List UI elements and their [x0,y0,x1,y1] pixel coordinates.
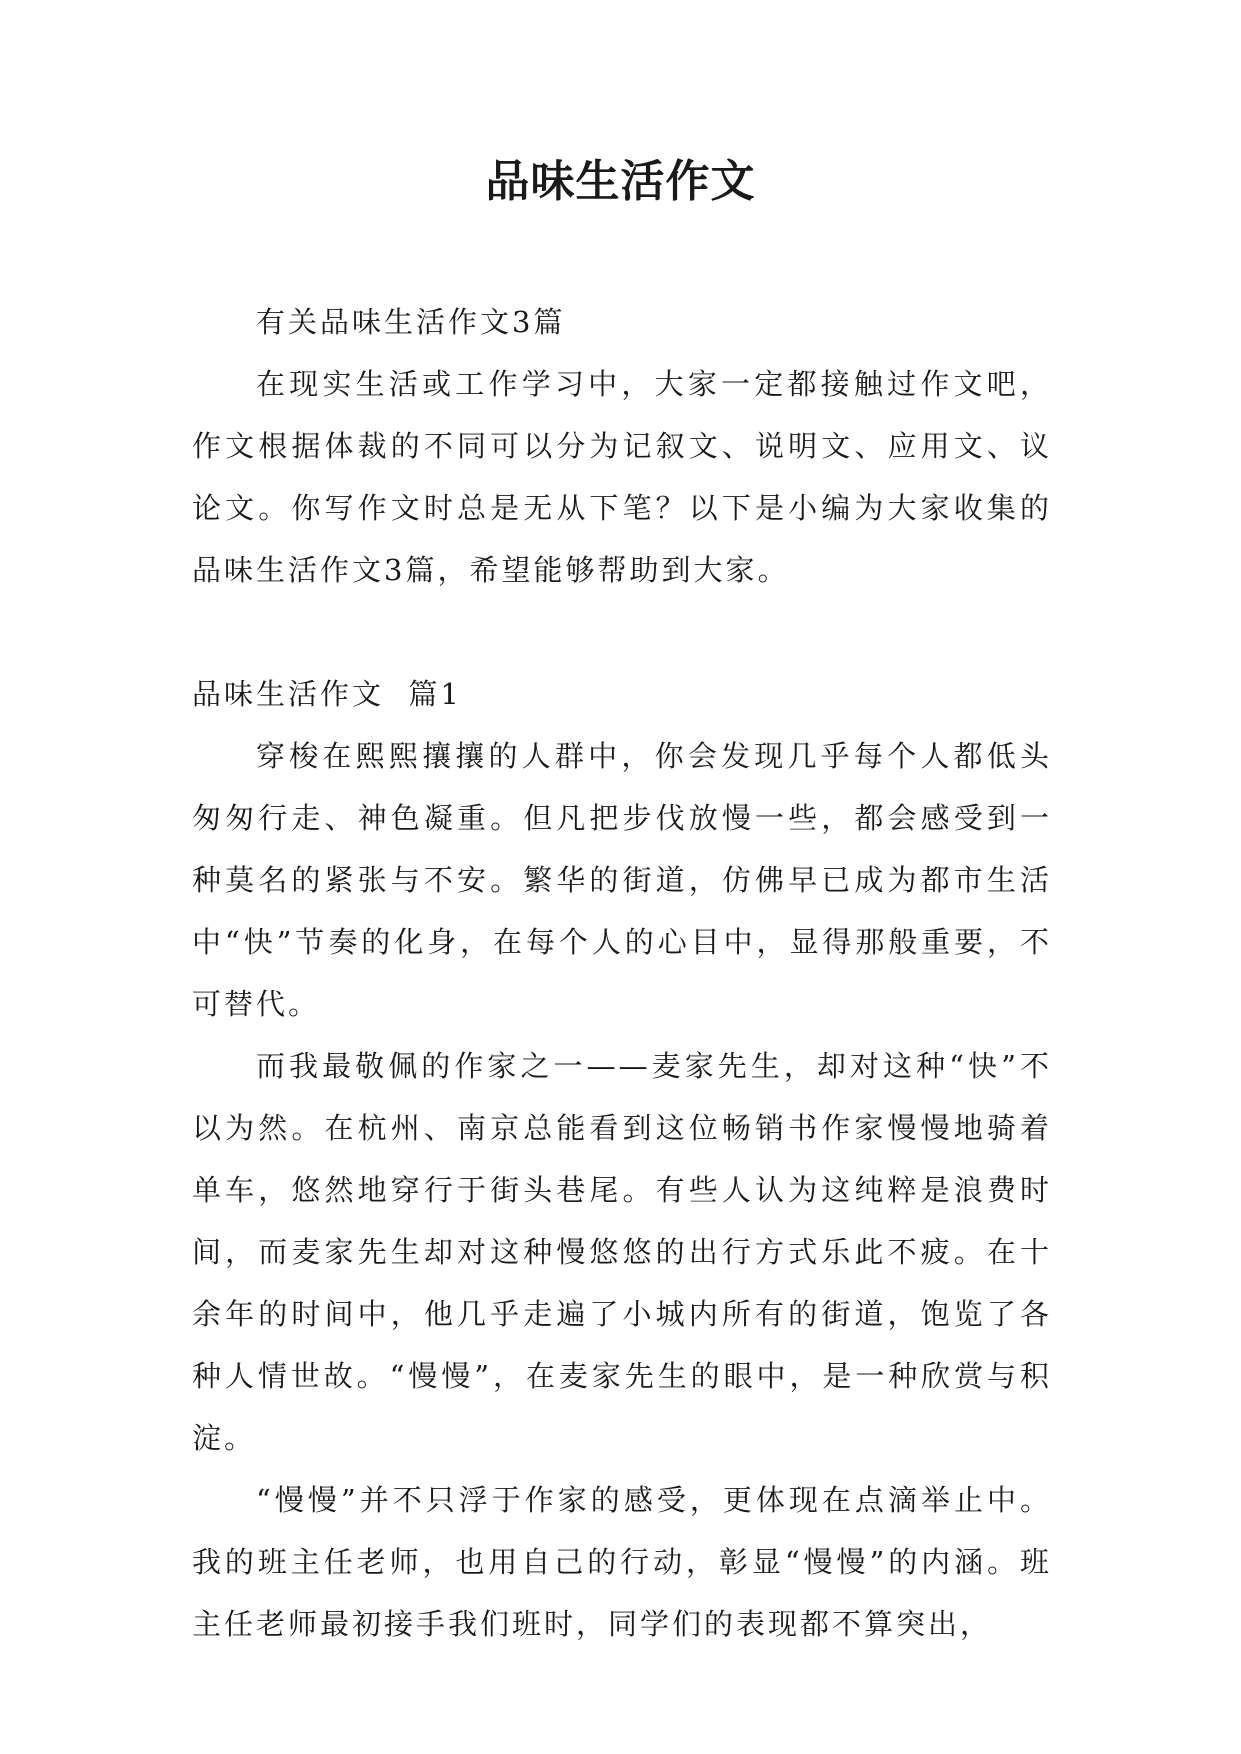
intro-title: 有关品味生活作文3篇 [256,305,566,339]
section-heading: 品味生活作文 篇1 [192,677,462,711]
document-title: 品味生活作文 [485,156,756,207]
intro-paragraph: 在现实生活或工作学习中，大家一定都接触过作文吧，作文根据体裁的不同可以分为记叙文、说明文、应用文、议论文。你写作文时总是无从下笔？以下是小编为大家收集的品味生活作文3篇，希望能够帮助到大家。 [192,367,1052,587]
paragraph-3: “慢慢”并不只浮于作家的感受，更体现在点滴举止中。我的班主任老师，也用自己的行动，彰显“慢慢”的内涵。班主任老师最初接手我们班时，同学们的表现都不算突出， [192,1483,1052,1641]
document-body [192,291,1052,1655]
paragraph-1: 穿梭在熙熙攘攘的人群中，你会发现几乎每个人都低头匆匆行走、神色凝重。但凡把步伐放慢一些，都会感受到一种莫名的紧张与不安。繁华的街道，仿佛早已成为都市生活中“快”节奏的化身，在每个人的心目中，显得那般重要，不可替代。 [192,739,1052,1021]
paragraph-2: 而我最敬佩的作家之一——麦家先生，却对这种“快”不以为然。在杭州、南京总能看到这位畅销书作家慢慢地骑着单车，悠然地穿行于街头巷尾。有些人认为这纯粹是浪费时间，而麦家先生却对这种慢悠悠的出行方式乐此不疲。在十余年的时间中，他几乎走遍了小城内所有的街道，饱览了各种人情世故。“慢慢”，在麦家先生的眼中，是一种欣赏与积淀。 [192,1049,1052,1455]
paragraph-gap [192,601,1052,663]
